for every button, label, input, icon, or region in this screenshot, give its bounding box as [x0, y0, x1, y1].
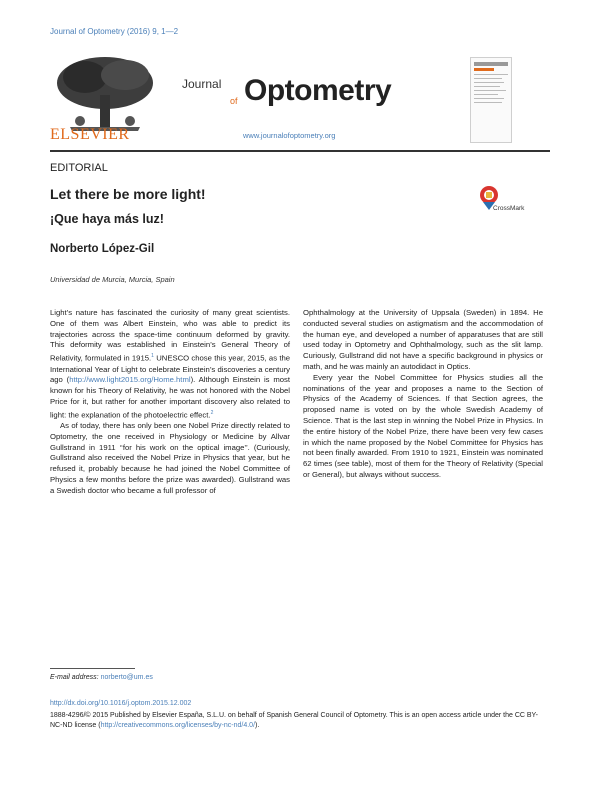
email-link[interactable]: norberto@um.es: [100, 674, 153, 681]
body-column-left: [50, 308, 290, 497]
journal-prefix: Journal: [182, 77, 222, 91]
crossmark-badge[interactable]: [479, 185, 539, 215]
license-link[interactable]: http://creativecommons.org/licenses/by-nc-nd/4.0/: [100, 721, 256, 729]
journal-cover-thumbnail: [470, 57, 512, 143]
author-name: Norberto López-Gil: [50, 243, 155, 255]
publisher-name: ELSEVIER: [50, 126, 130, 143]
paragraph: Ophthalmology at the University of Uppsala (Sweden) in 1894. He conducted several studies on astigmatism and the accommodation of the human eye, and developed a number of apparatuses that are still used today in Optometry and Ophthalmology, such as the slit lamp. Curiously, Gullstrand did not have a specific background in physics or math, and he was mainly an autodidact in Optics.: [303, 308, 543, 371]
paragraph: Light’s nature has fascinated the curiosity of many great scientists. One of them was Albert Einstein, who was able to predict its trajectories across the space-time continuum deformed by gravity. This deformity was established in Einstein’s General Theory of Relativity, formulated in 1915.$^1$ UNESCO chose this year, 2015, as the International Year of Light to celebrate Einstein’s discoveries a century ago (http://www.light2015.org/Home.html). Although Einstein is most known for his Theory of Relativity, he was not honored with the Nobel Price for it, but rather for another important discovery also related to light: the explanation of the photoelectric effect.$^2$: [50, 308, 291, 420]
doi-link[interactable]: http://dx.doi.org/10.1016/j.optom.2015.12.002: [50, 700, 192, 707]
journal-of: of: [230, 96, 238, 106]
article-title: Let there be more light!: [50, 186, 206, 202]
journal-name: Optometry: [244, 74, 392, 107]
paragraph: As of today, there has only been one Nobel Prize directly related to Optometry, the one received in Physiology or Medicine by Allvar Gullstrand in 1911 ‘‘for his work on the optical image’’. (Curiously, Gullstrand also received the Nobel Prize in Physics that year, but he refused it, probably because he had joined the Nobel Committee of Physics a few months before the prize was awarded). Gullstrand was a Swedish doctor who became a full professor of: [50, 421, 290, 495]
journal-url-link[interactable]: www.journalofoptometry.org: [243, 131, 336, 140]
email-footnote: [50, 674, 153, 681]
paragraph: Every year the Nobel Committee for Physics studies all the nominations of the year and proposes a name to the Section of Physics of the Academy of Sciences. If that Section agrees, the proposed name is voted on by the whole Swedish Academy of Science. That is the last step in winning the Nobel Prize in Physics. In the entire history of the Nobel Prize, there have been very few cases in which the name proposed by the Nobel Committee for Physics has not been finally awarded. From 1910 to 1921, Einstein was nominated 62 times (see table), most of them for the Theory of Relativity (Special or General), but always without success.: [303, 372, 543, 479]
author-affiliation: Universidad de Murcia, Murcia, Spain: [50, 275, 175, 284]
email-label: E-mail address:: [50, 674, 99, 681]
section-label: EDITORIAL: [50, 162, 108, 174]
journal-citation: Journal of Optometry (2016) 9, 1—2: [50, 27, 179, 36]
article-subtitle: ¡Que haya más luz!: [50, 212, 164, 226]
light2015-link[interactable]: http://www.light2015.org/Home.html: [69, 375, 191, 385]
crossmark-label: CrossMark: [493, 205, 525, 212]
body-column-right: [303, 308, 543, 481]
header-rule: [50, 150, 550, 152]
copyright-notice: 1888-4296/© 2015 Published by Elsevier España, S.L.U. on behalf of Spanish General Council of Optometry. This is an open access article under the CC BY-NC-ND license (http://creativecommons.org/licenses/by-nc-nd/4.0/).: [50, 712, 538, 729]
footnote-rule: [50, 668, 135, 669]
